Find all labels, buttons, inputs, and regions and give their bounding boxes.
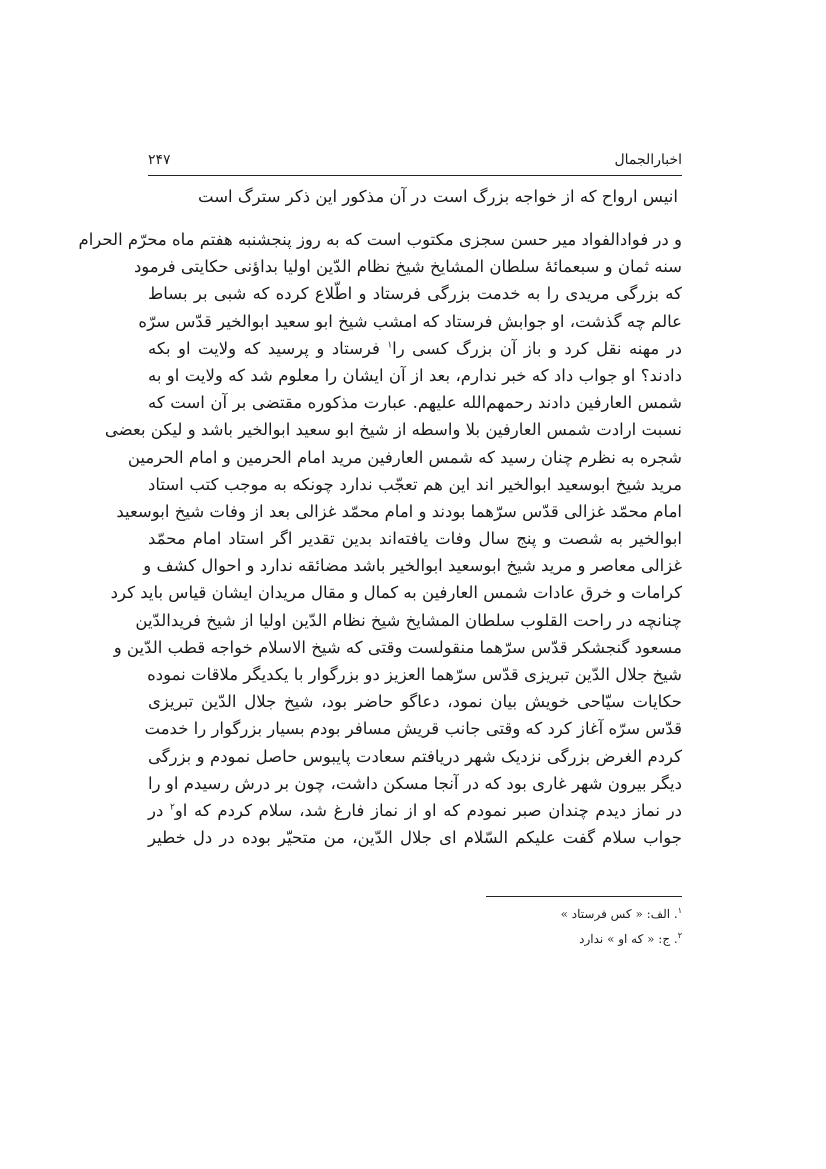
text-line <box>148 797 682 824</box>
text-line: کرامات و خرق عادات شمس العارفین به کمال و مقال مریدان ایشان قیاس باید کرد <box>110 583 682 603</box>
footnote-1-text: . الف: « کس فرستاد » <box>560 907 678 921</box>
footnote-2-mark: ۲ <box>677 931 682 940</box>
footnote-rule <box>486 896 682 897</box>
header-rule <box>148 175 682 176</box>
footnote-2-text: . ج: « که او » ندارد <box>579 932 678 946</box>
body-text <box>78 226 683 851</box>
text-line: نسبت ارادت شمس العارفین بلا واسطه از شیخ ابو سعید ابوالخیر باشد و لیکن بعضی <box>104 420 682 440</box>
text-line: و در فوادالفواد میر حسن سجزی مکتوب است که به روز پنجشنبه هفتم ماه محرّم الحرام <box>78 230 682 249</box>
verse-hemistich-1: انیس ارواح که از خواجه بزرگ است <box>432 187 678 206</box>
text-segment: فرستاد و پرسید که ولایت او بکه <box>148 338 380 358</box>
text-line: که بزرگی مریدی را به خدمت بزرگی فرستاد و اطّلاع کرده که شبی بر بساط <box>148 284 682 304</box>
text-line: شمس العارفین دادند رحمهم‌الله علیهم. عبارت مذکوره مقتضی بر آن است که <box>148 393 682 413</box>
text-line: جواب سلام گفت علیکم السّلام ای جلال الدّین، من متحیّر بوده در دل خطیر <box>148 828 682 848</box>
text-line: شجره به نظرم چنان رسید که شمس العارفین مرید امام الحرمین و امام الحرمین <box>127 447 682 467</box>
footnote-mark-2: ۲ <box>170 802 175 813</box>
running-header <box>148 152 682 174</box>
text-line: شیخ جلال الدّین تبریزی قدّس سرّهما العزیز دو بزرگوار با یکدیگر ملاقات نموده <box>147 665 682 684</box>
text-line: سنه ثمان و سبعمائهٔ سلطان المشایخ شیخ نظام الدّین اولیا بداؤنی حکایتی فرمود <box>133 257 682 277</box>
text-line: چنانچه در راحت القلوب سلطان المشایخ شیخ نظام الدّین اولیا از شیخ فریدالدّین <box>135 610 682 630</box>
footnote-1-mark: ۱ <box>677 906 682 915</box>
text-line: کردم الغرض بزرگی نزدیک شهر دریافتم سعادت پایبوس حاصل نمودم و بزرگی <box>148 746 682 766</box>
text-line: مسعود گنجشکر قدّس سرّهما منقولست وقتی که شیخ الاسلام خواجه قطب الدّین و <box>113 637 682 657</box>
text-line: امام محمّد غزالی قدّس سرّهما بودند و امام محمّد غزالی بعد از وفات شیخ ابوسعید <box>116 501 682 521</box>
text-line: دیگر بیرون شهر غاری بود که در آنجا مسکن داشت، چون بر درش رسیدم او را <box>148 773 682 793</box>
verse-hemistich-2: در آن مذکور این ذکر سترگ است <box>198 187 427 206</box>
text-line: عالم چه گذشت، او جوابش فرستاد که امشب شیخ ابو سعید ابوالخیر قدّس سرّه <box>138 311 682 331</box>
text-line <box>148 335 682 362</box>
footnote-2 <box>579 931 682 946</box>
text-line: قدّس سرّه آغاز کرد که وقتی جانب قریش مسافر بودم بسیار بزرگوار را خدمت <box>144 719 682 739</box>
text-segment: در نماز دیدم چندان صبر نمودم که او از نماز فارغ شد، سلام کردم که او <box>174 800 683 820</box>
footnote-1 <box>561 906 682 921</box>
footnote-mark-1: ۱ <box>387 340 393 351</box>
text-segment: در <box>148 800 164 820</box>
running-title: اخبارالجمال <box>614 152 682 168</box>
page-number: ۲۴۷ <box>148 152 171 168</box>
text-segment: در مهنه نقل کرد و باز آن بزرگ کسی را <box>392 338 682 358</box>
text-line: مرید شیخ ابوسعید ابوالخیر اند این هم تعجّب ندارد چونکه به موجب کتب استاد <box>148 474 682 494</box>
text-line: دادند؟ او جواب داد که خبر ندارم، بعد از آن ایشان را معلوم شد که ولایت او به <box>148 365 682 385</box>
text-line: غزالی معاصر و مرید شیخ ابوسعید ابوالخیر باشد مضائقه ندارد و احوال کشف و <box>143 556 682 576</box>
text-line: حکایات سیّاحی خویش بیان نمود، دعاگو حاضر بود، شیخ جلال الدّین تبریزی <box>148 692 682 712</box>
text-line: ابوالخیر به شصت و پنج سال وفات یافته‌اند بدین تقدیر اگر استاد امام محمّد <box>148 529 682 549</box>
